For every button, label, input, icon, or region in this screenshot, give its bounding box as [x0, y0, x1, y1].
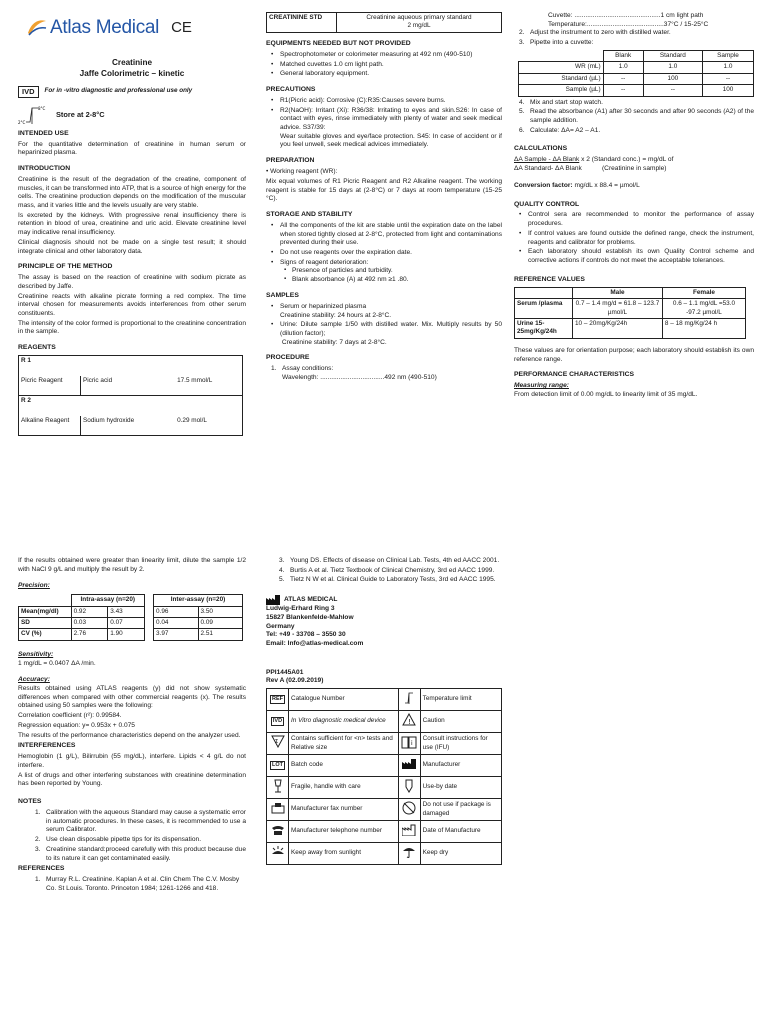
preparation-text: Mix equal volumes of R1 Picric Reagent and R2 Alkaline reagent. The working reagent is stable for 15 days at (2-8°C) or 7 days at room temperature (15-25 °C). — [266, 177, 502, 203]
use-by-date-icon — [403, 779, 415, 793]
references-list — [18, 876, 246, 893]
std-desc: Creatinine aqueous primary standard — [366, 14, 472, 21]
r1-chem: Picric acid — [81, 376, 176, 396]
storage-temp — [18, 104, 246, 126]
svg-text:!: ! — [408, 718, 411, 727]
references-heading: REFERENCES — [18, 865, 65, 873]
table-row: REF Catalogue Number Temperature limit — [267, 689, 502, 711]
measuring-range-heading: Measuring range: — [514, 382, 569, 390]
refvals-heading: REFERENCE VALUES — [514, 275, 585, 283]
list-item: 3. Young DS. Effects of disease on Clinical Lab. Tests, 4th ed AACC 2001. — [279, 557, 500, 564]
svg-text:i: i — [411, 739, 413, 747]
procedure-list-cont — [514, 29, 754, 47]
list-item: • Signs of reagent deterioration: ▪ Presence of particles and turbidity. ▪ Blank absorbance (A) at 492 nm ≥1 .80. — [280, 259, 502, 285]
list-item: • Do not use reagents over the expiration date. — [280, 249, 502, 258]
list-item: • General laboratory equipment. — [280, 70, 502, 79]
table-row: Manufacturer fax number Do not use if package is damaged — [267, 799, 502, 821]
list-item: 3. Creatinine standard:proceed carefully with this product because due to its nature it can get contaminated easily. — [35, 845, 246, 862]
preparation-bullet: • Working reagent (WR): — [266, 168, 338, 176]
storage-list — [266, 222, 502, 285]
list-item: • Urine: Dilute sample 1/50 with distilled water. Mix. Multiply results by 50 (dilution factor); Creatinine stability: 7 days at 2-8°C. — [280, 321, 502, 347]
table-row: 0.96 3.50 — [154, 606, 243, 617]
inter-head: Inter-assay (n=20) — [154, 595, 243, 606]
manufacturer-icon — [402, 759, 416, 769]
list-item: 1. Calibration with the aqueous Standard may cause a systematic error in automatic procedures. In these cases, it is recommended to use a serum Calibrator. — [35, 809, 246, 834]
std-conc: 2 mg/dL — [407, 22, 431, 30]
consult-ifu-icon — [401, 735, 417, 749]
dilution-text: If the results obtained were greater than linearity limit, dilute the sample 1/2 with NaCl 9 g/L and multiply the result by 2. — [18, 557, 246, 573]
manufacturer-block — [266, 595, 502, 605]
lot-icon: LOT — [270, 761, 285, 770]
table-row: Manufacturer telephone number Date of Manufacture — [267, 821, 502, 843]
correlation: Correlation coefficient (r²): 0.99584. — [18, 712, 122, 720]
address-line1: Ludwig-Erhard Ring 3 — [266, 605, 335, 613]
doc-code: PPI1445A01 — [266, 668, 304, 676]
list-item: 6. Calculate: ΔA= A2 – A1. — [519, 126, 601, 134]
table-row: Keep away from sunlight Keep dry — [267, 843, 502, 865]
sub-item: ▪ Presence of particles and turbidity. — [292, 267, 502, 276]
list-item: • R2(NaOH): Irritant (Xi): R36/38: Irritating to eyes and skin.S26: In case of contact with eyes, rinse immediately with plenty of water and seek medical advice. S37/39: Wear suitable gloves and eye/face protection. S45: In case of accident or if you feel unwell, seek medical advices immediately. — [280, 107, 502, 151]
telephone-icon — [271, 824, 285, 836]
table-row: Serum /plasma 0.7 – 1.4 mg/d = 61.8 – 123.7 µmol/L 0.6 – 1.1 mg/dL =53.0 -97.2 µmol/L — [515, 299, 746, 319]
caution-icon — [402, 713, 416, 726]
address-line2: 15827 Blankenfelde-Mahlow — [266, 613, 354, 621]
standard-table — [266, 12, 502, 33]
table-row: LOT Batch code Manufacturer — [267, 755, 502, 777]
samples-heading: SAMPLES — [266, 291, 299, 299]
storage-text: Store at 2-8°C — [56, 109, 105, 119]
interferences-heading: INTERFERENCES — [18, 742, 76, 750]
list-item: 3. Pipette into a cuvette: — [519, 39, 594, 47]
symbols-table — [266, 688, 502, 865]
list-item: 2. Adjust the instrument to zero with distilled water. — [519, 29, 671, 37]
ce-mark: CE — [171, 19, 192, 37]
perf-note: The results of the performance characteristics depend on the analyzer used. — [18, 731, 241, 739]
intended-text: For the quantitative determination of creatinine in human serum or heparinized plasma. — [18, 140, 246, 157]
principle-p3: The intensity of the color formed is proportional to the creatinine concentration in the sample. — [18, 319, 246, 336]
svg-text:Σ: Σ — [274, 739, 278, 746]
table-row: Urine 15-25mg/Kg/24h 10 – 20mg/Kg/24h 8 – 18 mg/Kg/24 h — [515, 319, 746, 339]
list-item: • Control sera are recommended to monitor the performance of assay procedures. — [528, 211, 754, 228]
table-row: IVD In Vitro diagnostic medical device ! Caution — [267, 711, 502, 733]
interferences-p1: Hemoglobin (1 g/L), Bilirrubin (55 mg/dL), interfere. Lipids < 4 g/L do not interfere. — [18, 753, 246, 769]
r1-name: Picric Reagent — [19, 376, 81, 396]
sensitivity-heading: Sensitivity: — [18, 650, 54, 658]
samples-list — [266, 303, 502, 348]
qc-list — [514, 211, 754, 265]
regression: Regression equation: y= 0.953x + 0.075 — [18, 721, 135, 729]
principle-p2: Creatinine reacts with alkaline picrate forming a red complex. The time interval chosen for measurements avoids interferences from other serum constituents. — [18, 292, 246, 317]
list-item: • If control values are found outside the defined range, check the instrument, reagents and calibrator for problems. — [528, 230, 754, 247]
page-subtitle: Jaffe Colorimetric – kinetic — [79, 68, 185, 78]
manufacturer-name: ATLAS MEDICAL — [284, 595, 338, 603]
table-row: CV (%) 2.76 1.90 — [19, 629, 145, 640]
r2-chem: Sodium hydroxide — [81, 416, 176, 436]
notes-list — [18, 809, 246, 863]
precautions-list — [266, 97, 502, 150]
r2-conc: 0.29 mol/L — [175, 416, 242, 436]
reagents-table — [18, 355, 243, 436]
r2-name: Alkaline Reagent — [19, 416, 81, 436]
list-item: 4. Mix and start stop watch. — [519, 98, 603, 106]
principle-p1: The assay is based on the reaction of creatinine with sodium picrate as described by Jaffe. — [18, 274, 246, 290]
list-item: 5. Read the absorbance (A1) after 30 seconds and after 90 seconds (A2) of the sample addition. — [519, 108, 754, 125]
atlas-swoosh-icon — [26, 17, 48, 39]
list-item: 1. Murray R.L. Creatinine. Kaplan A et al. Clin Chem The C.V. Mosby Co. St Louis. Toronto. Princeton 1984; 1261-1266 and 418. — [35, 876, 240, 892]
column-1 — [18, 12, 246, 535]
table-row: Fragile, handle with care Use-by date — [267, 777, 502, 799]
list-item: • Serum or heparinized plasma Creatinine stability: 24 hours at 2-8°C. — [280, 303, 502, 320]
column-3 — [514, 12, 754, 535]
std-label: CREATININE STD — [267, 13, 337, 33]
qc-heading: QUALITY CONTROL — [514, 200, 580, 208]
precision-tables — [18, 594, 246, 641]
ivd-text: For in -vitro diagnostic and professional use only — [44, 87, 193, 95]
revision: Rev A (02.09.2019) — [266, 677, 324, 685]
reagents-heading: REAGENTS — [18, 344, 56, 352]
ivd-icon: IVD — [271, 717, 284, 726]
precision-heading: Precision: — [18, 582, 50, 590]
references-list-cont — [266, 557, 502, 585]
brand-logo — [26, 12, 246, 44]
accuracy-text: Results obtained using ATLAS reagents (y) did not show systematic differences when compared with other commercial reagents (x). The results obtained using 50 samples were the following: — [18, 685, 246, 710]
list-item: • Matched cuvettes 1.0 cm light path. — [280, 61, 502, 70]
intra-head: Intra-assay (n=20) — [71, 595, 144, 606]
intro-p3: Clinical diagnosis should not be made on a single test result; it should integrate clinical and other laboratory data. — [18, 238, 246, 255]
manufacturer-icon — [266, 595, 280, 605]
list-item: 4. Burtis A et al. Tietz Textbook of Clinical Chemistry, 3rd ed AACC 1999. — [279, 566, 495, 574]
damaged-package-icon — [402, 801, 416, 815]
intended-heading: INTENDED USE — [18, 129, 69, 137]
temp-lo: 2°C — [18, 119, 26, 125]
email: Email: Info@atlas-medical.com — [266, 639, 364, 647]
list-item: 1. Assay conditions: Wavelength: ...................................492 nm (490-510) — [271, 365, 437, 381]
address-line3: Germany — [266, 622, 295, 630]
conversion: Conversion factor: mg/dL x 88.4 = µmol/L — [514, 181, 640, 189]
table-row: WR (mL) 1.0 1.0 1.0 — [519, 62, 754, 73]
keep-from-sunlight-icon — [271, 845, 285, 859]
sub-item: ▪ Blank absorbance (A) at 492 nm ≥1 .80. — [292, 276, 502, 285]
list-item: 2. Use clean disposable pipette tips for its dispensation. — [35, 836, 202, 844]
temperature-limit-icon — [18, 104, 48, 126]
notes-heading: NOTES — [18, 798, 42, 806]
fax-icon — [271, 802, 285, 814]
intro-p2: Is excreted by the kidneys. With progressive renal insufficiency there is retention in blood of urea, creatinine and uric acid. Elevate creatinine level may indicative renal insufficiency. — [18, 211, 246, 237]
principle-heading: PRINCIPLE OF THE METHOD — [18, 263, 113, 271]
procedure-list-end — [514, 99, 754, 136]
table-row: Σ Contains sufficient for <n> tests and Relative size i Consult instructions for use (IFU) — [267, 733, 502, 755]
ivd-icon: IVD — [18, 86, 39, 98]
column-2-bottom — [266, 557, 502, 1019]
sensitivity-text: 1 mg/dL = 0.0407 ΔA /min. — [18, 659, 96, 667]
intra-assay-table — [18, 594, 145, 641]
list-item: • All the components of the kit are stable until the expiration date on the label when stored tightly closed at 2-8°C, protected from light and contaminations prevented during their use. — [280, 222, 502, 248]
temperature: Temperature:..........................................37°C / 15-25°C — [548, 20, 709, 28]
storage-heading: STORAGE AND STABILITY — [266, 210, 353, 218]
equip-heading: EQUIPMENTS NEEDED BUT NOT PROVIDED — [266, 39, 411, 47]
page-title: Creatinine — [111, 58, 153, 67]
calc-heading: CALCULATIONS — [514, 145, 568, 153]
measuring-range-text: From detection limit of 0.00 mg/dL to linearity limit of 35 mg/dL. — [514, 391, 698, 399]
fragile-icon — [273, 779, 283, 793]
ref-icon: REF — [270, 695, 285, 704]
procedure-heading: PROCEDURE — [266, 354, 310, 362]
column-2 — [266, 12, 502, 535]
temp-hi: 8°C — [38, 105, 46, 111]
refvals-note: These values are for orientation purpose; each laboratory should establish its own reference range. — [514, 346, 754, 363]
column-1-bottom — [18, 557, 246, 1019]
temperature-limit-icon — [402, 691, 416, 705]
table-row: 0.04 0.09 — [154, 618, 243, 629]
r1-conc: 17.5 mmol/L — [175, 376, 242, 396]
r1-label: R 1 — [19, 356, 243, 376]
list-item: • Each laboratory should establish its own Quality Control scheme and corrective actions if controls do not meet the acceptable tolerances. — [528, 248, 754, 265]
perf-heading: PERFORMANCE CHARACTERISTICS — [514, 371, 635, 379]
ivd-line — [18, 86, 246, 98]
interferences-p2: A list of drugs and other interfering substances with creatinine determination has been reported by Young. — [18, 771, 246, 788]
date-of-manufacture-icon — [402, 824, 416, 836]
procedure-list — [266, 365, 502, 382]
cuvette: Cuvette: ...............................................1 cm light path — [548, 12, 704, 19]
equip-list — [266, 51, 502, 79]
r2-label: R 2 — [19, 396, 243, 416]
intro-heading: INTRODUCTION — [18, 164, 71, 172]
intro-p1: Creatinine is the result of the degradation of the creatine, component of muscles, it can be transformed into ATP, that is a source of high energy for the cells. The creatinine production depends on the modification of the muscular mass, and it varies little and the levels usually are very stable. — [18, 175, 246, 209]
calc-line2: ΔA Standard- ΔA Blank (Creatinine in sample) — [514, 165, 667, 173]
table-row: Mean(mg/dl) 0.92 3.43 — [19, 606, 145, 617]
list-item: • Spectrophotometer or colorimeter measuring at 492 nm (490-510) — [280, 51, 502, 60]
sufficient-tests-icon — [271, 735, 285, 748]
preparation-heading: PREPARATION — [266, 157, 315, 165]
inter-assay-table — [153, 594, 243, 641]
list-item: • R1(Picric acid): Corrosive (C):R35:Causes severe burns. — [280, 97, 502, 106]
table-row: SD 0.03 0.07 — [19, 618, 145, 629]
telephone: Tel: +49 - 33708 – 3550 30 — [266, 631, 346, 639]
list-item: 5. Tietz N W et al. Clinical Guide to Laboratory Tests, 3rd ed AACC 1995. — [279, 576, 496, 584]
table-row: Sample (µL) -- -- 100 — [519, 85, 754, 96]
table-row: Standard (µL) -- 100 -- — [519, 73, 754, 84]
precautions-heading: PRECAUTIONS — [266, 85, 316, 93]
table-row: 3.97 2.51 — [154, 629, 243, 640]
refvals-table: Male Female Serum /plasma 0.7 – 1.4 mg/d = 61.8 – 123.7 µmol/L 0.6 – 1.1 mg/dL =53.0 -97.2 µmol/L Urine 15-25mg/Kg/24h 10 – 20mg/Kg/24h 8 – 18 mg/Kg/24 h — [514, 287, 746, 339]
calc-line1: ΔA Sample - ΔA Blank x 2 (Standard conc.) = mg/dL of — [514, 156, 674, 164]
accuracy-heading: Accuracy: — [18, 676, 50, 684]
brand-name: Atlas Medical — [50, 17, 160, 39]
pipette-table: Blank Standard Sample WR (mL) 1.0 1.0 1.0 Standard (µL) -- 100 -- Sample (µL) -- -- 100 — [518, 50, 754, 97]
keep-dry-icon — [402, 845, 416, 859]
wavelength: Wavelength: ...................................492 nm (490-510) — [282, 374, 437, 381]
